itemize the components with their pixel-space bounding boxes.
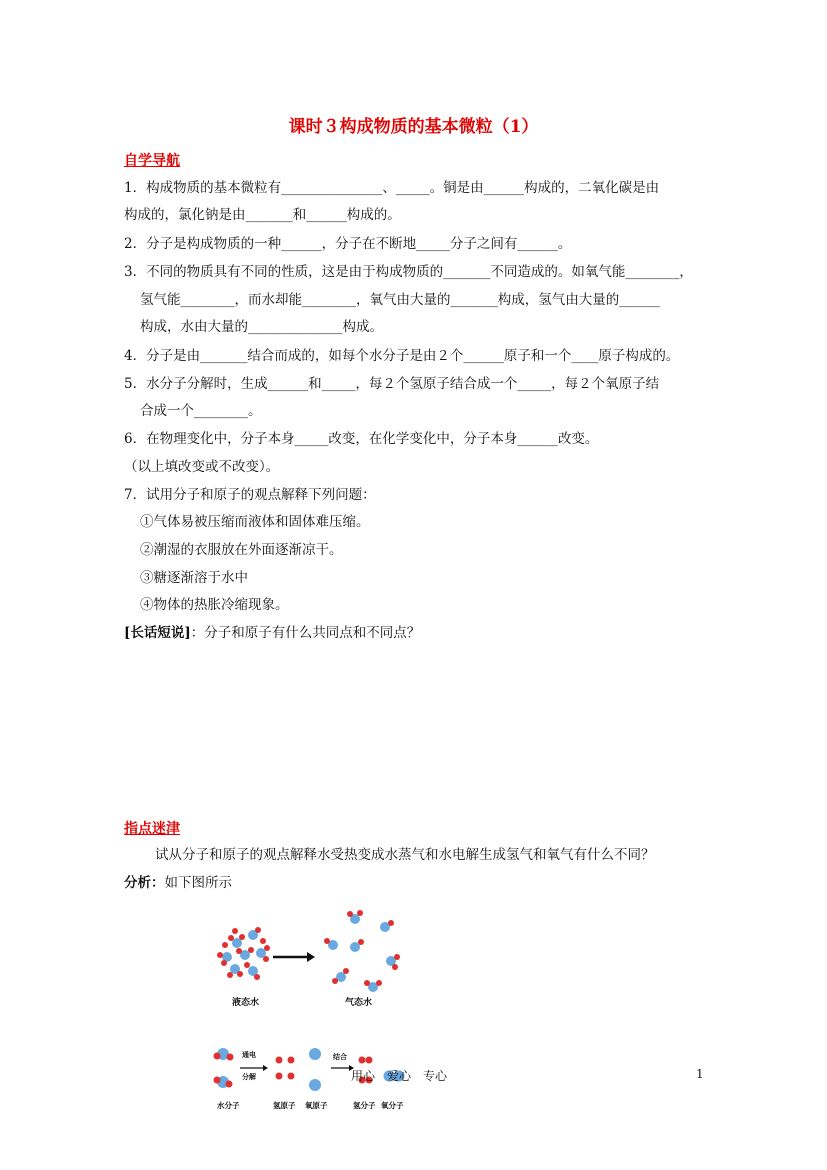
label-oxygen-atom: 氧原子 [305,1101,328,1110]
question-7: 7．试用分子和原子的观点解释下列问题： [124,487,376,503]
gaseous-water-molecules [324,910,400,992]
question-7-item-2: ②潮湿的衣服放在外面逐渐凉干。 [140,542,343,558]
question-1-line-1: 1．构成物质的基本微粒有_______________、_____。铜是由______构成的，二氧化碳是由 [124,180,660,196]
short-question-label: [长话短说] [124,625,191,641]
decompose-arrow-icon [240,1065,268,1071]
water-molecule-group [214,1048,234,1088]
section-heading-guidance: 指点迷津 [124,821,180,837]
label-oxygen-molecule: 氧分子 [381,1101,404,1110]
question-1-line-2: 构成的，氯化钠是由_______和______构成的。 [124,207,401,223]
footer-motto: 用心 爱心 专心 [351,1069,448,1083]
label-water-molecule: 水分子 [217,1101,240,1110]
question-7-item-3: ③糖逐渐溶于水中 [140,570,248,586]
page-number: 1 [696,1067,704,1081]
question-6-note: （以上填改变或不改变）。 [124,459,280,475]
question-4: 4．分子是由_______结合而成的，如每个水分子是由２个______原子和一个____原子构成的。 [124,348,680,364]
arrow-label-power: 通电 [242,1050,256,1059]
question-6: 6．在物理变化中，分子本身_____改变，在化学变化中，分子本身______改变。 [124,431,599,447]
analysis-text: 如下图所示 [164,875,232,891]
question-3-line-3: 构成，水由大量的______________构成。 [140,319,383,335]
arrow-label-combine: 结合 [333,1052,347,1061]
liquid-water-label: 液态水 [232,998,260,1008]
short-question [124,623,420,643]
analysis-label: 分析： [124,875,165,891]
question-2: 2．分子是构成物质的一种______，分子在不断地_____分子之间有______。 [124,236,572,252]
question-3-line-1: 3．不同的物质具有不同的性质，这是由于构成物质的_______不同造成的。如氧气能________， [124,264,693,280]
oxygen-atoms [309,1048,321,1091]
question-5-line-2: 合成一个________。 [140,403,262,419]
page-title: 课时３构成物质的基本微粒（1） [288,117,539,137]
label-hydrogen-molecule: 氢分子 [353,1101,376,1110]
figure-water-evaporation [205,905,415,1015]
question-7-item-1: ①气体易被压缩而液体和固体难压缩。 [140,514,370,530]
question-3-line-2: 氢气能________，而水却能________，氧气由大量的_______构成，氢气由大量的______ [140,292,660,308]
liquid-water-cluster [217,927,270,980]
hydrogen-atoms [276,1057,295,1080]
label-hydrogen-atom: 氢原子 [273,1101,296,1110]
arrow-right-icon [273,952,315,962]
question-5-line-1: 5．水分子分解时，生成______和_____，每２个氢原子结合成一个_____，每２个氧原子结 [124,376,660,392]
arrow-label-decompose: 分解 [242,1072,256,1081]
question-7-item-4: ④物体的热胀冷缩现象。 [140,597,289,613]
guidance-prompt: 试从分子和原子的观点解释水受热变成水蒸气和水电解生成氢气和氧气有什么不同？ [155,847,655,863]
gaseous-water-label: 气态水 [345,998,373,1008]
short-question-text: ：分子和原子有什么共同点和不同点？ [190,625,421,641]
analysis-line [124,873,232,893]
section-heading-self-study: 自学导航 [124,153,180,169]
